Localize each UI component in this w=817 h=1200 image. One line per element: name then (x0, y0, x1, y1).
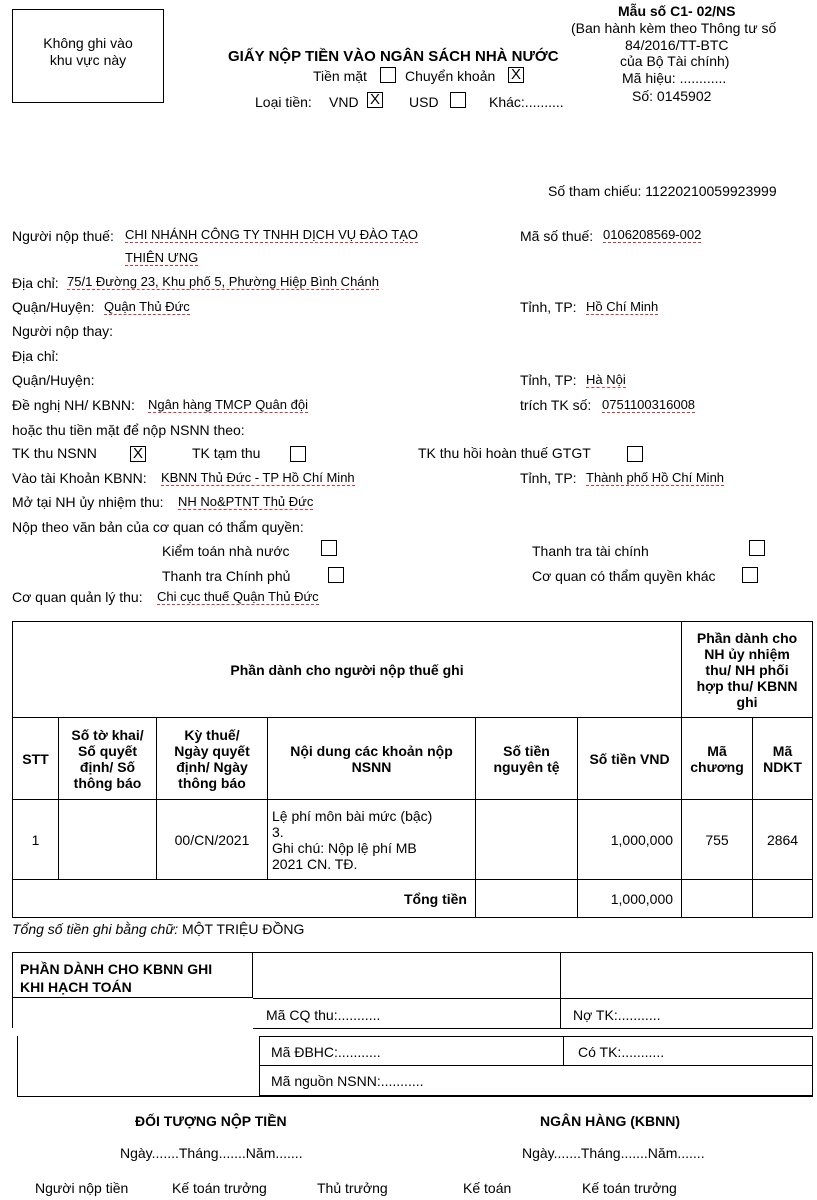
tk-thu-checkbox[interactable]: X (130, 446, 146, 462)
finance-inspect-label: Thanh tra tài chính (532, 543, 649, 559)
bank-date-line: Ngày.......Tháng.......Năm....... (522, 1145, 705, 1161)
amount-in-words (12, 921, 304, 937)
col-header-chapter: Mã chương (682, 718, 753, 800)
substitute-province-value: Hà Nội (586, 372, 626, 387)
other-authority-checkbox[interactable] (742, 567, 758, 583)
col-header-doc-no: Số tờ khai/ Số quyết định/ Số thông báo (59, 718, 157, 800)
vnd-checkbox[interactable]: X (367, 92, 383, 108)
cell-content: Lệ phí môn bài mức (bậc) 3. Ghi chú: Nộp lệ phí MB 2021 CN. TĐ. (268, 800, 476, 880)
kbnn-account-label: Vào tài Khoản KBNN: (12, 470, 147, 486)
no-write-box-text: Không ghi vào khu vực này (43, 35, 133, 68)
table-row (13, 800, 813, 880)
co-tk-field: Có TK:........... (578, 1044, 665, 1060)
amount-in-words-value: MỘT TRIỆU ĐỒNG (178, 921, 305, 937)
tax-manager-value: Chi cục thuế Quận Thủ Đức (157, 589, 319, 604)
account-number-value: 0751100316008 (602, 397, 696, 412)
usd-checkbox[interactable] (450, 92, 466, 108)
issued-line-1: (Ban hành kèm theo Thông tư số (571, 20, 777, 36)
total-chapter-cell (682, 880, 753, 918)
cq-thu-field: Mã CQ thu:........... (266, 1007, 381, 1023)
substitute-label: Người nộp thay: (12, 323, 114, 339)
table-group-bank: Phần dành cho NH ủy nhiệm thu/ NH phối hợp thu/ KBNN ghi (682, 622, 813, 718)
total-foreign-cell (476, 880, 578, 918)
audit-label: Kiểm toán nhà nước (162, 543, 290, 559)
tk-tam-thu-checkbox[interactable] (290, 446, 306, 462)
other-currency-label: Khác:.......... (489, 94, 564, 110)
cash-payment-line: hoặc thu tiền mặt để nộp NSNN theo: (12, 422, 245, 438)
cell-stt: 1 (13, 800, 59, 880)
payer-name-line2: THIÊN ƯNG (125, 250, 199, 265)
finance-inspect-checkbox[interactable] (749, 540, 765, 556)
tk-thu-label: TK thu NSNN (12, 445, 97, 461)
col-header-content: Nội dung các khoản nộp NSNN (268, 718, 476, 800)
col-header-foreign-amount: Số tiền nguyên tệ (476, 718, 578, 800)
tax-manager-label: Cơ quan quản lý thu: (12, 589, 143, 605)
kbnn-section (12, 952, 813, 1096)
substitute-district-label: Quận/Huyện: (12, 372, 95, 388)
amount-in-words-label: Tổng số tiền ghi bằng chữ: (12, 921, 179, 937)
gov-inspect-checkbox[interactable] (328, 567, 344, 583)
kbnn-province-value: Thành phố Hồ Chí Minh (586, 470, 725, 485)
kbnn-left-edge-2 (17, 1036, 18, 1096)
nguon-field: Mã nguồn NSNN:........... (271, 1073, 424, 1089)
tk-hoan-checkbox[interactable] (627, 446, 643, 462)
cash-checkbox[interactable] (380, 67, 396, 83)
currency-label: Loại tiền: (255, 94, 312, 110)
total-ndkt-cell (753, 880, 813, 918)
signer-chief-accountant: Kế toán trưởng (172, 1180, 267, 1196)
payer-date-line: Ngày.......Tháng.......Năm....... (120, 1145, 303, 1161)
serial-number: Số: 0145902 (632, 88, 712, 104)
payer-province-label: Tỉnh, TP: (520, 299, 577, 315)
collecting-bank-label: Mở tại NH ủy nhiệm thu: (12, 494, 164, 510)
authority-intro: Nộp theo văn bản của cơ quan có thẩm quyền: (12, 519, 304, 535)
payer-address-value: 75/1 Đường 23, Khu phố 5, Phường Hiệp Bình Chánh (67, 274, 379, 289)
col-header-vnd-amount: Số tiền VND (578, 718, 682, 800)
signer-payer: Người nộp tiền (35, 1180, 129, 1196)
kbnn-bottom-line (17, 1096, 813, 1097)
dbhc-field: Mã ĐBHC:........... (271, 1044, 381, 1060)
col-header-period: Kỳ thuế/ Ngày quyết định/ Ngày thông báo (157, 718, 268, 800)
code-line: Mã hiệu: ............ (622, 70, 727, 86)
issued-line-2: 84/2016/TT-BTC (625, 37, 729, 53)
substitute-address-label: Địa chỉ: (12, 348, 59, 364)
kbnn-section-title: PHẦN DÀNH CHO KBNN GHI KHI HẠCH TOÁN (20, 961, 213, 995)
transfer-checkbox[interactable]: X (508, 67, 524, 83)
signer-accountant: Kế toán (463, 1180, 512, 1196)
signer-head: Thủ trưởng (317, 1180, 388, 1196)
reference-number: Số tham chiếu: 11220210059923999 (548, 183, 777, 199)
tax-code-value: 0106208569-002 (603, 227, 702, 242)
no-tk-field: Nợ TK:........... (573, 1007, 661, 1023)
total-vnd: 1,000,000 (578, 880, 682, 918)
tax-code-label: Mã số thuế: (520, 228, 594, 244)
col-header-stt: STT (13, 718, 59, 800)
collecting-bank-value: NH No&PTNT Thủ Đức (178, 494, 314, 509)
document-title: GIẤY NỘP TIỀN VÀO NGÂN SÁCH NHÀ NƯỚC (228, 48, 559, 65)
col-header-ndkt: Mã NDKT (753, 718, 813, 800)
payment-table (12, 621, 813, 918)
form-number: Mẫu số C1- 02/NS (618, 3, 736, 19)
audit-checkbox[interactable] (321, 540, 337, 556)
payer-district-label: Quận/Huyện: (12, 299, 95, 315)
usd-label: USD (409, 94, 439, 110)
cell-vnd-amount: 1,000,000 (578, 800, 682, 880)
payer-name-line1: CHI NHÁNH CÔNG TY TNHH DỊCH VỤ ĐÀO TẠO (125, 227, 419, 242)
vnd-label: VND (329, 94, 359, 110)
tk-tam-thu-label: TK tạm thu (192, 445, 261, 461)
bank-request-label: Đề nghị NH/ KBNN: (12, 397, 135, 413)
kbnn-province-label: Tỉnh, TP: (520, 470, 577, 486)
payer-address-label: Địa chỉ: (12, 275, 59, 291)
account-number-label: trích TK số: (520, 397, 592, 413)
cell-foreign-amount (476, 800, 578, 880)
substitute-province-label: Tỉnh, TP: (520, 372, 577, 388)
transfer-label: Chuyển khoản (405, 68, 496, 84)
gov-inspect-label: Thanh tra Chính phủ (162, 568, 291, 584)
payer-label: Người nộp thuế: (12, 228, 114, 244)
cell-period: 00/CN/2021 (157, 800, 268, 880)
cell-chapter: 755 (682, 800, 753, 880)
payer-province-value: Hồ Chí Minh (586, 299, 659, 314)
cell-ndkt: 2864 (753, 800, 813, 880)
cell-doc-no (59, 800, 157, 880)
kbnn-account-value: KBNN Thủ Đức - TP Hồ Chí Minh (161, 470, 355, 485)
bank-signature-title: NGÂN HÀNG (KBNN) (540, 1113, 680, 1129)
tk-hoan-label: TK thu hồi hoàn thuế GTGT (418, 445, 591, 461)
bank-request-value: Ngân hàng TMCP Quân đội (148, 397, 308, 412)
total-label: Tổng tiền (13, 880, 476, 918)
kbnn-left-edge-1 (12, 998, 13, 1028)
payer-signature-title: ĐỐI TƯỢNG NỘP TIỀN (135, 1113, 287, 1129)
cash-label: Tiền mặt (313, 68, 367, 84)
kbnn-divider (253, 998, 813, 999)
signer-bank-chief-accountant: Kế toán trưởng (582, 1180, 677, 1196)
issued-line-3: của Bộ Tài chính) (620, 53, 730, 69)
table-group-payer: Phần dành cho người nộp thuế ghi (13, 622, 682, 718)
payer-district-value: Quận Thủ Đức (104, 299, 190, 314)
other-authority-label: Cơ quan có thẩm quyền khác (532, 568, 716, 584)
